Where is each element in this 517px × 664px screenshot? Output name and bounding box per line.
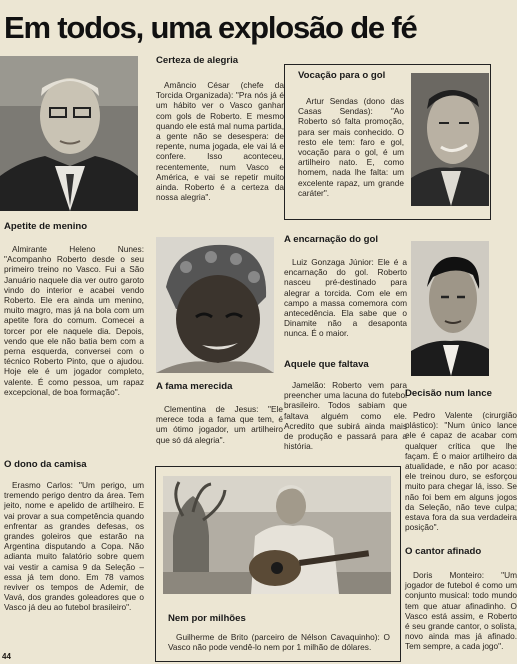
page-title: Em todos, uma explosão de fé [4,10,417,45]
heading-afinado: O cantor afinado [405,546,482,557]
body-milhoes: Guilherme de Brito (parceiro de Nélson Cavaquinho): O Vasco não pode vendê-lo nem por 1 milhão de dólares. [168,632,390,653]
body-decisao-clip [405,410,517,533]
heading-vocacao: Vocação para o gol [298,70,386,81]
heading-milhoes: Nem por milhões [168,613,246,624]
body-vocacao: Artur Sendas (dono das Casas Sendas): "Ao Roberto só falta promoção, para ser mais conhecido. O resto ele tem: faro e gol, vocação para o gol, é um artilheiro nato. E, como homem, nada lhe falta: um excelente rapaz, um grande caráter". [298,96,404,198]
body-merecida: Clementina de Jesus: "Ele merece toda a fama que tem, é um ótimo jogador, um artilheiro que só dá alegria". [156,404,283,445]
body-encarnacao: Luiz Gonzaga Júnior: Ele é a encarnação do gol. Roberto nasceu pré-destinado para alegrar a torcida. Com ele em campo a massa comemora com antecedência. Ela sabe que o Dinamite não a desaponta nunca. É o maior. [284,257,407,339]
photo-heleno-nunes [0,56,138,211]
portrait-man-glasses-image [0,56,138,211]
man-with-guitar-image [163,476,391,594]
portrait-man-smiling-image [411,73,489,206]
page-number: 44 [2,652,11,661]
photo-clementina [156,237,274,373]
portrait-woman-turban-image [156,237,274,373]
heading-certeza: Certeza de alegria [156,55,239,66]
photo-sendas [411,73,489,206]
heading-encarnacao: A encarnação do gol [284,234,379,245]
body-decisao: Pedro Valente (cirurgião plástico): "Num único lance ele é capaz de acabar com qualquer crítica que lhe façam. É o maior artilheiro da atualidade, e não por acaso: ele treinou duro, se esforçou muito para chegar lá, isso. Se não foi bem em alguns jogos da Seleção, não teve culpa; estava fora da sua verdadeira posição". [405,410,517,533]
body-faltava: Jamelão: Roberto vem para preencher uma lacuna do futebol brasileiro. Todos sabiam que faltava alguém como ele. Acredito que subirá ainda mais de produção e passará para a história. [284,380,407,452]
heading-faltava: Aquele que faltava [284,359,369,370]
body-afinado-clip [405,570,517,662]
body-certeza: Amâncio César (chefe da Torcida Organizada): "Pra nós já é um hábito ver o Vasco ganhar com gols de Roberto. E mesmo quando ele está mal numa partida, a gente não se desespera: de repente, numa jogada, ele vai lá e confere. Isso aconteceu, recentemente, num Vasco e América, e vai se repetir muito ainda. Roberto é a certeza da nossa alegria". [156,80,284,203]
heading-merecida: A fama merecida [156,381,233,392]
body-apetite: Almirante Heleno Nunes: "Acompanho Roberto desde o seu primeiro treino no Vasco. Fui a São Januário naquele dia ver outro garoto vindo do interior e acabei vendo Roberto. Ele era ainda um menino, muito magro, mas já na bola com um apetite fora do comum. Comecei a torcer por ele naquele dia. Depois, vendo que ele não batia bem com a perna esquerda, conversei com o técnico Roberto Pinto, que o ajudou. Hoje ele é um jogador completo, valente. É como pessoa, um rapaz excepcional, de boa formação". [4,244,144,397]
body-afinado: Doris Monteiro: "Um jogador de futebol é como um conjunto musical: todo mundo tem que atuar afinadinho. O Vasco está assim, e Roberto é seu grande cantor, o solista, novo ainda mas já afinado. Tem sempre, a cada jogo". [405,570,517,652]
photo-pedro-valente [411,241,489,376]
heading-apetite: Apetite de menino [4,221,88,232]
body-camisa: Erasmo Carlos: "Um perigo, um tremendo perigo dentro da área. Tem jeito, nome e apelido de artilheiro. E vai provar a sua competência quando enfrentar as grandes defesas, os grandes goleiros que estarão na Argentina disputando a Copa. Não adianta muito falatório sobre quem vai vestir a camisa 9 da Seleção – essa já tem dono. Em 78 vamos reviver os tempos de Ademir, de Vavá, dos grandes goleadores que o Vasco já deu ao futebol brasileiro". [4,480,144,613]
heading-decisao: Decisão num lance [405,388,492,399]
photo-guilherme-de-brito [163,476,391,594]
portrait-man-dark-hair-image [411,241,489,376]
heading-camisa: O dono da camisa [4,459,87,470]
